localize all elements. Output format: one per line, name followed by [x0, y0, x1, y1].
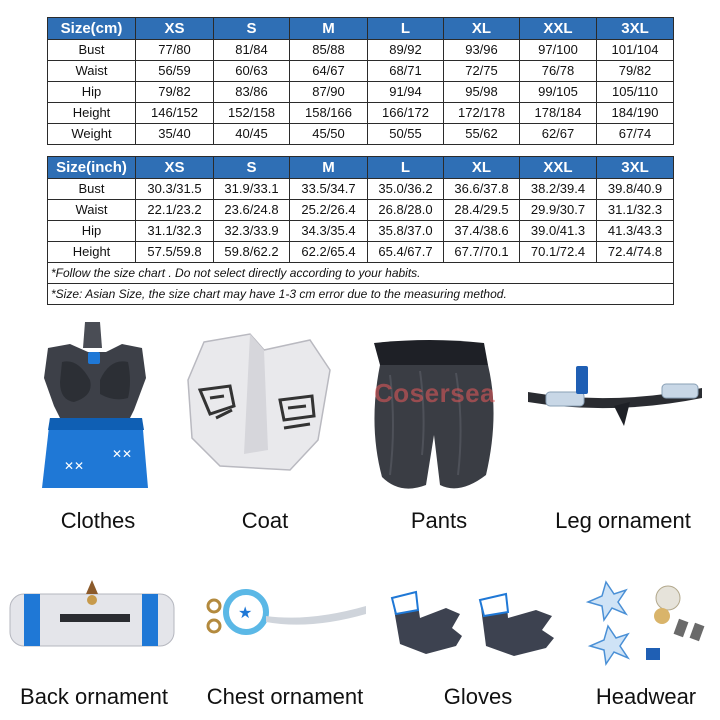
- table-cell: 41.3/43.3: [597, 221, 674, 242]
- table-cell: 31.9/33.1: [214, 179, 290, 200]
- row-label: Waist: [48, 61, 136, 82]
- header-cell: S: [214, 157, 290, 179]
- table-cell: 77/80: [136, 40, 214, 61]
- table-cell: 178/184: [520, 103, 597, 124]
- header-cell: M: [290, 18, 368, 40]
- watermark-text: Cosersea: [374, 378, 496, 408]
- table-cell: 50/55: [368, 124, 444, 145]
- leg-ornament-icon: [522, 362, 708, 442]
- row-label: Waist: [48, 200, 136, 221]
- item-label: Chest ornament: [206, 684, 364, 709]
- table-cell: 105/110: [597, 82, 674, 103]
- coat-icon: [180, 330, 340, 480]
- table-cell: 28.4/29.5: [444, 200, 520, 221]
- table-cell: 87/90: [290, 82, 368, 103]
- table-cell: 146/152: [136, 103, 214, 124]
- table-cell: 85/88: [290, 40, 368, 61]
- header-cell: XL: [444, 18, 520, 40]
- header-cell: L: [368, 18, 444, 40]
- header-cell: 3XL: [597, 157, 674, 179]
- header-cell: L: [368, 157, 444, 179]
- header-cell: 3XL: [597, 18, 674, 40]
- size-note: *Size: Asian Size, the size chart may have 1-3 cm error due to the measuring method.: [48, 284, 674, 305]
- table-cell: 30.3/31.5: [136, 179, 214, 200]
- back-ornament-icon: [6, 578, 178, 654]
- table-cell: 37.4/38.6: [444, 221, 520, 242]
- row-label: Height: [48, 103, 136, 124]
- row-label: Hip: [48, 82, 136, 103]
- table-row: [48, 200, 674, 221]
- table-cell: 26.8/28.0: [368, 200, 444, 221]
- item-label: Coat: [241, 508, 289, 533]
- table-cell: 65.4/67.7: [368, 242, 444, 263]
- table-row: [48, 40, 674, 61]
- table-cell: 39.8/40.9: [597, 179, 674, 200]
- note-row: [48, 263, 674, 284]
- table-cell: 67.7/70.1: [444, 242, 520, 263]
- table-cell: 56/59: [136, 61, 214, 82]
- table-cell: 31.1/32.3: [136, 221, 214, 242]
- table-row: [48, 124, 674, 145]
- svg-text:★: ★: [238, 603, 253, 622]
- table-cell: 76/78: [520, 61, 597, 82]
- row-label: Bust: [48, 179, 136, 200]
- table-cell: 45/50: [290, 124, 368, 145]
- table-row: [48, 242, 674, 263]
- table-row: [48, 221, 674, 242]
- size-note: *Follow the size chart . Do not select directly according to your habits.: [48, 263, 674, 284]
- header-cell: XS: [136, 157, 214, 179]
- table-cell: 40/45: [214, 124, 290, 145]
- gloves-icon: [386, 588, 566, 662]
- table-cell: 97/100: [520, 40, 597, 61]
- svg-text:✕✕: ✕✕: [112, 447, 133, 461]
- table-cell: 79/82: [597, 61, 674, 82]
- chest-ornament-icon: [200, 582, 370, 652]
- table-cell: 83/86: [214, 82, 290, 103]
- table-cell: 64/67: [290, 61, 368, 82]
- table-cell: 29.9/30.7: [520, 200, 597, 221]
- table-cell: 35.8/37.0: [368, 221, 444, 242]
- header-cell: Size(cm): [48, 18, 136, 40]
- svg-text:✕✕: ✕✕: [64, 459, 85, 473]
- table-row: [48, 61, 674, 82]
- table-cell: 184/190: [597, 103, 674, 124]
- row-label: Hip: [48, 221, 136, 242]
- table-cell: 34.3/35.4: [290, 221, 368, 242]
- table-cell: 59.8/62.2: [214, 242, 290, 263]
- table-cell: 152/158: [214, 103, 290, 124]
- row-label: Weight: [48, 124, 136, 145]
- table-row: [48, 82, 674, 103]
- table-cell: 62/67: [520, 124, 597, 145]
- table-cell: 68/71: [368, 61, 444, 82]
- table-cell: 89/92: [368, 40, 444, 61]
- headwear-icon: [582, 578, 714, 670]
- table-row: [48, 179, 674, 200]
- header-cell: M: [290, 157, 368, 179]
- header-cell: XS: [136, 18, 214, 40]
- table-cell: 35/40: [136, 124, 214, 145]
- table-cell: 35.0/36.2: [368, 179, 444, 200]
- table-cell: 25.2/26.4: [290, 200, 368, 221]
- size-table-inch: [47, 156, 674, 305]
- header-cell: XL: [444, 157, 520, 179]
- table-cell: 93/96: [444, 40, 520, 61]
- item-label: Gloves: [443, 684, 513, 709]
- table-cell: 36.6/37.8: [444, 179, 520, 200]
- table-cell: 172/178: [444, 103, 520, 124]
- table-cell: 158/166: [290, 103, 368, 124]
- header-cell: S: [214, 18, 290, 40]
- table-cell: 81/84: [214, 40, 290, 61]
- item-label: Leg ornament: [555, 508, 691, 533]
- table-cell: 95/98: [444, 82, 520, 103]
- table-header-row: [48, 157, 674, 179]
- table-cell: 99/105: [520, 82, 597, 103]
- table-cell: 55/62: [444, 124, 520, 145]
- table-cell: 79/82: [136, 82, 214, 103]
- header-cell: Size(inch): [48, 157, 136, 179]
- table-cell: 22.1/23.2: [136, 200, 214, 221]
- note-row: [48, 284, 674, 305]
- table-cell: 38.2/39.4: [520, 179, 597, 200]
- table-cell: 72/75: [444, 61, 520, 82]
- table-cell: 166/172: [368, 103, 444, 124]
- table-row: [48, 103, 674, 124]
- header-cell: XXL: [520, 18, 597, 40]
- table-cell: 72.4/74.8: [597, 242, 674, 263]
- table-cell: 70.1/72.4: [520, 242, 597, 263]
- table-cell: 33.5/34.7: [290, 179, 368, 200]
- table-cell: 60/63: [214, 61, 290, 82]
- table-cell: 57.5/59.8: [136, 242, 214, 263]
- table-cell: 32.3/33.9: [214, 221, 290, 242]
- row-label: Bust: [48, 40, 136, 61]
- table-header-row: [48, 18, 674, 40]
- row-label: Height: [48, 242, 136, 263]
- header-cell: XXL: [520, 157, 597, 179]
- item-label: Pants: [410, 508, 468, 533]
- table-cell: 31.1/32.3: [597, 200, 674, 221]
- item-label: Clothes: [60, 508, 136, 533]
- table-cell: 62.2/65.4: [290, 242, 368, 263]
- table-cell: 23.6/24.8: [214, 200, 290, 221]
- table-cell: 91/94: [368, 82, 444, 103]
- pants-icon: [360, 335, 510, 497]
- size-table-cm: [47, 17, 674, 145]
- table-cell: 101/104: [597, 40, 674, 61]
- item-label: Headwear: [595, 684, 697, 709]
- clothes-icon: [30, 318, 160, 496]
- table-cell: 39.0/41.3: [520, 221, 597, 242]
- table-cell: 67/74: [597, 124, 674, 145]
- item-label: Back ornament: [20, 684, 168, 709]
